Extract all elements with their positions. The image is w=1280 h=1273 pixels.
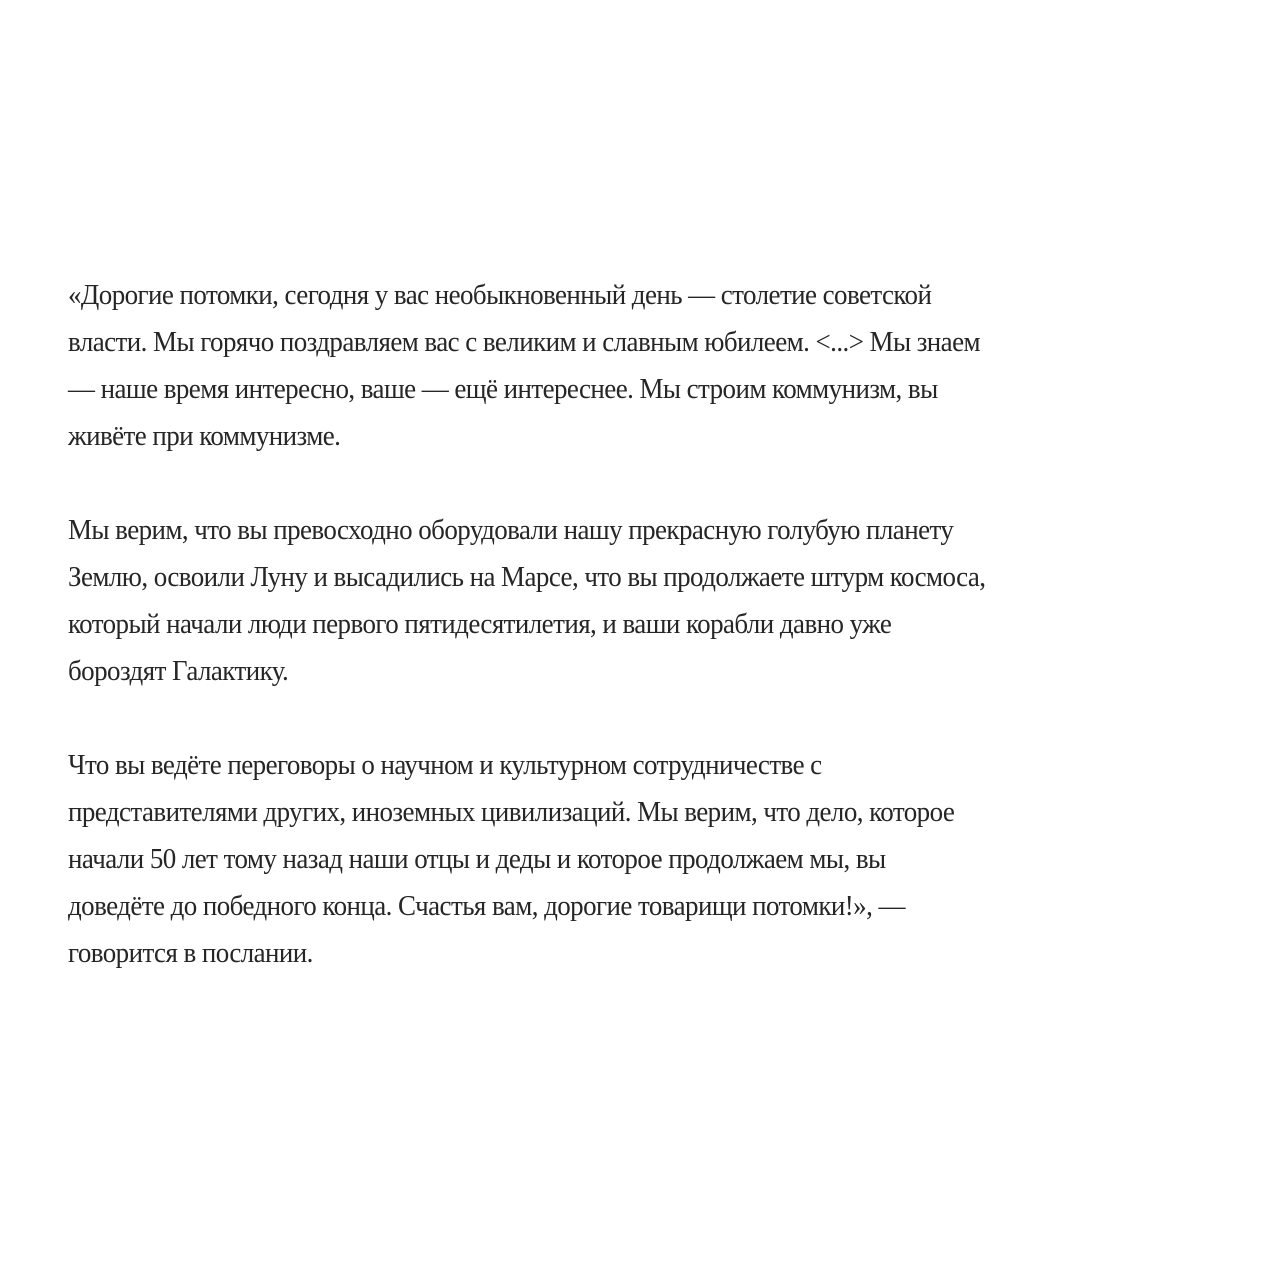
paragraph-3 (68, 742, 1147, 977)
text-line: начали 50 лет тому назад наши отцы и деды и которое продолжаем мы, вы (68, 843, 886, 875)
paragraph-1 (68, 272, 1147, 460)
text-line: Что вы ведёте переговоры о научном и культурном сотрудничестве с (68, 749, 822, 781)
text-line: который начали люди первого пятидесятилетия, и ваши корабли давно уже (68, 608, 892, 640)
text-line: Землю, освоили Луну и высадились на Марсе, что вы продолжаете штурм космоса, (68, 561, 986, 593)
text-line: — наше время интересно, ваше — ещё интереснее. Мы строим коммунизм, вы (68, 373, 938, 405)
text-line: говорится в послании. (68, 937, 313, 969)
text-line: Мы верим, что вы превосходно оборудовали нашу прекрасную голубую планету (68, 514, 954, 546)
text-line: живёте при коммунизме. (68, 420, 341, 452)
paragraph-2 (68, 507, 1147, 695)
text-line: «Дорогие потомки, сегодня у вас необыкновенный день — столетие советской (68, 279, 932, 311)
text-line: власти. Мы горячо поздравляем вас с великим и славным юбилеем. <...> Мы знаем (68, 326, 981, 358)
text-line: доведёте до победного конца. Счастья вам, дорогие товарищи потомки!», — (68, 890, 905, 922)
text-line: бороздят Галактику. (68, 655, 289, 687)
quote-text (68, 272, 1147, 1024)
text-line: представителями других, иноземных цивилизаций. Мы верим, что дело, которое (68, 796, 955, 828)
